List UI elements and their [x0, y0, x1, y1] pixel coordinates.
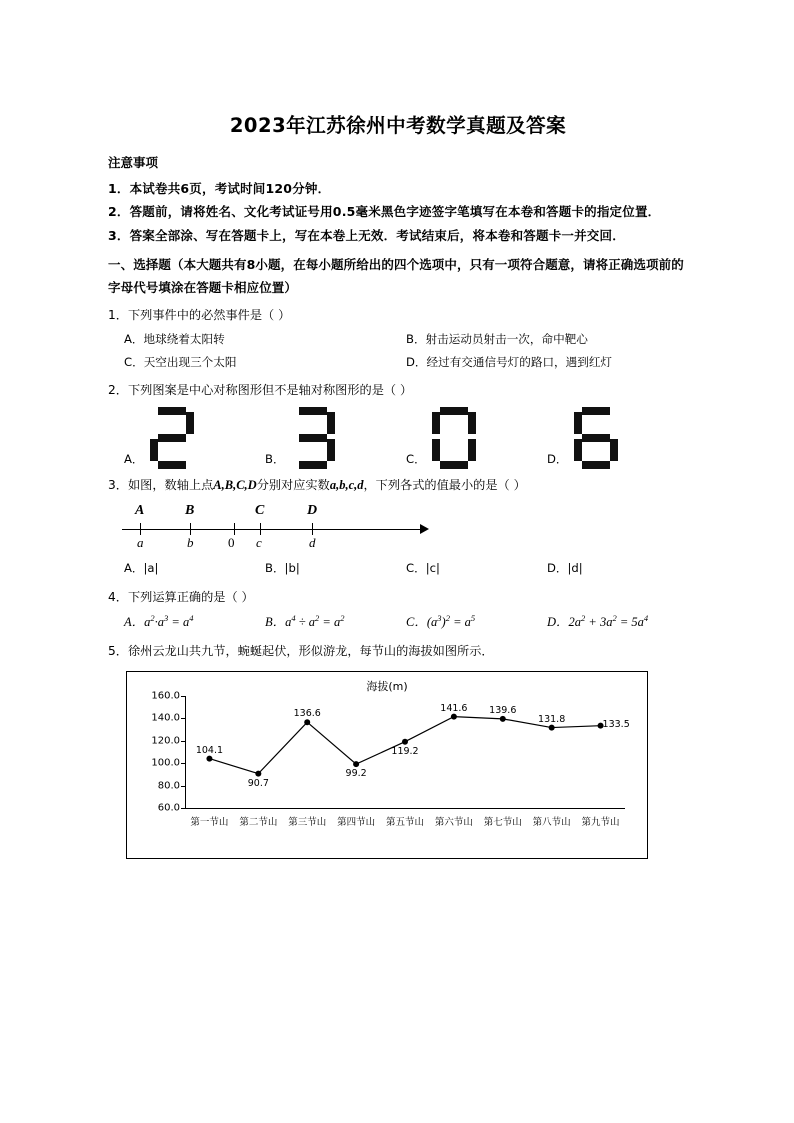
- chart-y-tick-label: 120.0: [151, 735, 180, 747]
- question-3-stem: [108, 474, 688, 498]
- notice-item-2: 2．答题前，请将姓名、文化考试证号用0.5毫米黑色字迹签字笔填写在本卷和答题卡的指定位置．: [108, 204, 661, 220]
- question-3-option-d: D．|d|: [547, 561, 583, 576]
- question-3-stem-post: ，下列各式的值最小的是（ ）: [363, 477, 526, 492]
- chart-x-tick-label: 第三节山: [288, 817, 327, 829]
- number-line-arrow-icon: [420, 524, 429, 534]
- question-2-option-b-label: B．: [265, 451, 285, 466]
- page-title: 2023年江苏徐州中考数学真题及答案: [229, 114, 567, 137]
- section-heading-choice: 一、选择题（本大题共有8小题，在每小题所给出的四个选项中，只有一项符合题意，请将正确选项前的字母代号填涂在答题卡相应位置）: [108, 256, 684, 295]
- question-2-stem: 2．下列图案是中心对称图形但不是轴对称图形的是（ ）: [108, 383, 413, 398]
- chart-x-tick-label: 第六节山: [434, 817, 473, 829]
- question-3-stem-mid: 分别对应实数: [256, 477, 330, 492]
- chart-x-tick-label: 第四节山: [337, 817, 376, 829]
- question-1-stem: 1．下列事件中的必然事件是（ ）: [108, 307, 291, 322]
- question-2-option-d-label: D．: [547, 451, 568, 466]
- chart-x-tick-label: 第八节山: [532, 817, 571, 829]
- question-2-option-a: [124, 407, 265, 469]
- number-line-value-c: c: [256, 535, 262, 551]
- chart-y-tick-label: 80.0: [157, 780, 180, 792]
- chart-x-tick-label: 第五节山: [385, 817, 425, 829]
- chart-y-tick-label: 60.0: [157, 802, 180, 814]
- seven-segment-digit-0-icon: [432, 407, 476, 469]
- chart-point-label: 104.1: [195, 744, 224, 756]
- chart-point-label: 131.8: [538, 713, 566, 725]
- chart-y-tick-mark: [181, 808, 185, 809]
- question-3-values: a,b,c,d: [329, 477, 364, 492]
- question-2-options-row: [108, 407, 688, 469]
- number-line-point-A: A: [135, 503, 145, 519]
- number-line-point-D: D: [307, 503, 318, 519]
- chart-point-label: 90.7: [247, 777, 269, 789]
- question-1-option-b: B．射击运动员射击一次，命中靶心: [406, 332, 588, 347]
- chart-point-label: 141.6: [440, 702, 468, 714]
- chart-title: 海拔(m): [366, 680, 408, 694]
- chart-y-tick-mark: [181, 718, 185, 719]
- chart-y-tick-mark: [181, 786, 185, 787]
- chart-point-label: 119.2: [391, 745, 419, 757]
- seven-segment-digit-6-icon: [574, 407, 618, 469]
- question-3-options-row: [108, 557, 688, 580]
- chart-x-tick-label: 第九节山: [581, 817, 620, 829]
- question-3-points: A,B,C,D: [213, 477, 257, 492]
- question-4-option-b: B．$a^4 \div a^2 = a^2$: [265, 612, 345, 629]
- question-2-option-a-label: A．: [124, 451, 144, 466]
- chart-x-axis: [185, 808, 625, 809]
- seven-segment-digit-2-icon: [150, 407, 194, 469]
- question-1-option-d: D．经过有交通信号灯的路口，遇到红灯: [406, 355, 613, 370]
- number-line-value-a: a: [137, 535, 144, 551]
- chart-y-tick-label: 100.0: [151, 757, 180, 769]
- chart-point-label: 99.2: [345, 768, 367, 780]
- chart-y-tick-label: 140.0: [151, 712, 180, 724]
- question-1-options-row-1: [108, 328, 688, 351]
- number-line-value-zero: 0: [228, 535, 235, 551]
- question-4-option-d: D．$2a^2 + 3a^2 = 5a^4$: [547, 612, 649, 629]
- question-2-option-c: [406, 407, 547, 469]
- chart-y-tick-label: 160.0: [151, 690, 180, 702]
- chart-y-tick-mark: [181, 696, 185, 697]
- question-1-option-a: A．地球绕着太阳转: [124, 332, 225, 347]
- question-4-option-a: A．$a^2\cdot a^3 = a^4$: [124, 612, 194, 629]
- number-line-axis: [122, 529, 422, 530]
- question-1-options-row-2: [108, 351, 688, 374]
- question-2-option-d: [547, 407, 688, 469]
- question-3-number-line-figure: [122, 499, 452, 557]
- question-1-option-c: C．天空出现三个太阳: [124, 355, 237, 370]
- chart-point-label: 139.6: [489, 704, 517, 716]
- question-5-stem: 5．徐州云龙山共九节，蜿蜒起伏，形似游龙，每节山的海拔如图所示．: [108, 643, 494, 658]
- notice-item-3: 3．答案全部涂、写在答题卡上，写在本卷上无效．考试结束后，将本卷和答题卡一并交回．: [108, 227, 625, 243]
- chart-y-tick-mark: [181, 741, 185, 742]
- question-4-options-row: [108, 610, 688, 635]
- chart-x-tick-label: 第一节山: [190, 817, 229, 829]
- chart-x-tick-label: 第七节山: [483, 817, 522, 829]
- chart-y-tick-mark: [181, 763, 185, 764]
- chart-point-label: 133.5: [602, 718, 630, 730]
- number-line-value-b: b: [187, 535, 194, 551]
- question-3-option-c: C．|c|: [406, 561, 440, 576]
- notice-item-1: 1．本试卷共6页，考试时间120分钟．: [108, 181, 331, 197]
- question-2-option-b: [265, 407, 406, 469]
- notice-heading: 注意事项: [108, 155, 159, 171]
- chart-point-label: 136.6: [293, 708, 321, 720]
- number-line-value-d: d: [309, 535, 316, 551]
- question-3-stem-pre: 3．如图，数轴上点: [108, 477, 214, 492]
- elevation-line-chart: [126, 671, 648, 859]
- number-line-point-C: C: [255, 503, 265, 519]
- question-3-option-a: A．|a|: [124, 561, 159, 576]
- question-3-option-b: B．|b|: [265, 561, 300, 576]
- question-4-stem: 4．下列运算正确的是（ ）: [108, 589, 254, 604]
- question-4-option-c: C．$(a^3)^2 = a^5$: [406, 612, 476, 629]
- number-line-point-B: B: [185, 503, 195, 519]
- question-2-option-c-label: C．: [406, 451, 426, 466]
- chart-x-tick-label: 第二节山: [239, 817, 278, 829]
- seven-segment-digit-3-icon: [291, 407, 335, 469]
- document-content: [108, 112, 688, 859]
